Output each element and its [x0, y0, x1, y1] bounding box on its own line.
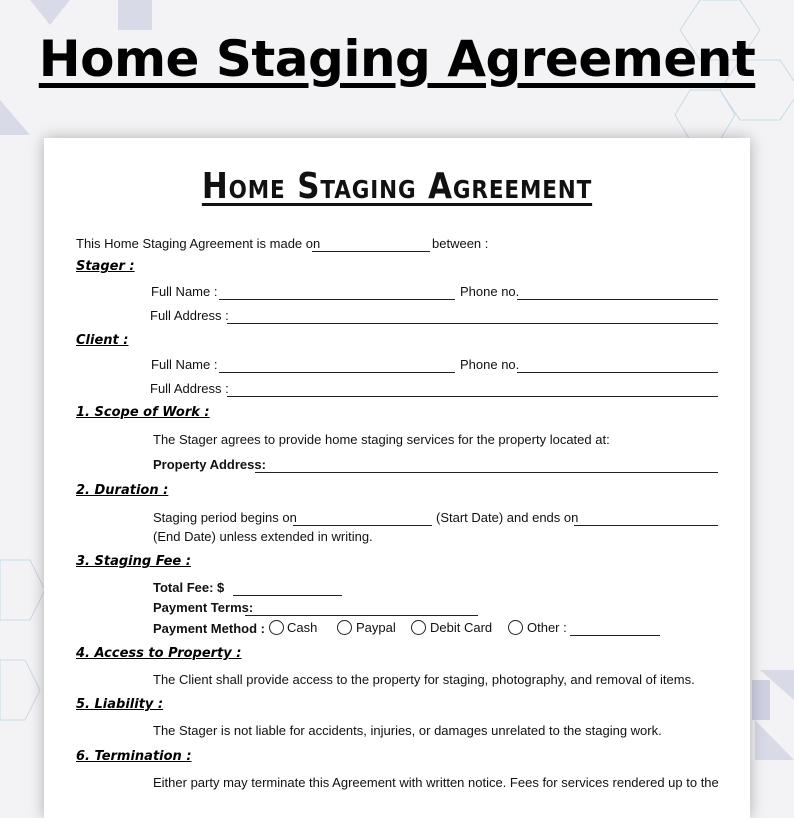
agreement-date-field[interactable]: [312, 251, 430, 252]
agreement-sheet: [44, 138, 750, 818]
liability-heading: 5. Liability :: [76, 697, 164, 712]
payment-other-radio[interactable]: [508, 620, 523, 635]
total-fee-field[interactable]: [233, 595, 342, 596]
payment-paypal-label: Paypal: [356, 620, 396, 635]
stager-phone-field[interactable]: [517, 299, 718, 300]
intro-between: between :: [432, 236, 489, 251]
access-text: The Client shall provide access to the property for staging, photography, and removal of items.: [153, 672, 695, 687]
fee-heading: 3. Staging Fee :: [76, 554, 191, 569]
client-full-name-field[interactable]: [219, 372, 455, 373]
scope-heading: 1. Scope of Work :: [76, 405, 210, 420]
payment-terms-field[interactable]: [245, 615, 478, 616]
property-address-label: Property Address:: [153, 457, 266, 472]
stager-full-name-label: Full Name :: [151, 284, 218, 299]
intro-text: This Home Staging Agreement is made on: [76, 236, 321, 251]
payment-debit-card-label: Debit Card: [430, 620, 493, 635]
start-date-field[interactable]: [293, 525, 432, 526]
client-heading: Client :: [76, 333, 129, 348]
liability-text: The Stager is not liable for accidents, injuries, or damages unrelated to the staging work.: [153, 723, 662, 738]
duration-heading: 2. Duration :: [76, 483, 169, 498]
payment-debit-card-radio[interactable]: [411, 620, 426, 635]
duration-start-text: (Start Date) and ends on: [436, 510, 579, 525]
scope-text: The Stager agrees to provide home staging services for the property located at:: [153, 432, 610, 447]
document-title: Home Staging Agreement: [201, 166, 593, 207]
client-full-address-field[interactable]: [227, 396, 718, 397]
access-heading: 4. Access to Property :: [76, 646, 242, 661]
stager-full-address-field[interactable]: [227, 323, 718, 324]
client-full-name-label: Full Name :: [151, 357, 218, 372]
payment-cash-radio[interactable]: [269, 620, 284, 635]
property-address-field[interactable]: [255, 472, 718, 473]
client-full-address-label: Full Address :: [150, 381, 229, 396]
total-fee-label: Total Fee: $: [153, 580, 225, 595]
payment-paypal-radio[interactable]: [337, 620, 352, 635]
termination-heading: 6. Termination :: [76, 749, 192, 764]
payment-terms-label: Payment Terms:: [153, 600, 254, 615]
stager-heading: Stager :: [76, 259, 135, 274]
duration-end-text: (End Date) unless extended in writing.: [153, 529, 373, 544]
client-phone-label: Phone no.: [460, 357, 520, 372]
end-date-field[interactable]: [574, 525, 718, 526]
payment-cash-label: Cash: [287, 620, 318, 635]
client-phone-field[interactable]: [517, 372, 718, 373]
stager-full-address-label: Full Address :: [150, 308, 229, 323]
stager-phone-label: Phone no.: [460, 284, 520, 299]
banner-title: Home Staging Agreement: [38, 30, 756, 88]
payment-method-label: Payment Method :: [153, 621, 265, 636]
payment-other-field[interactable]: [570, 635, 660, 636]
termination-text: Either party may terminate this Agreement with written notice. Fees for services rendered up to the: [153, 775, 719, 790]
duration-begins-text: Staging period begins on: [153, 510, 297, 525]
payment-other-label: Other :: [527, 620, 567, 635]
stager-full-name-field[interactable]: [219, 299, 455, 300]
